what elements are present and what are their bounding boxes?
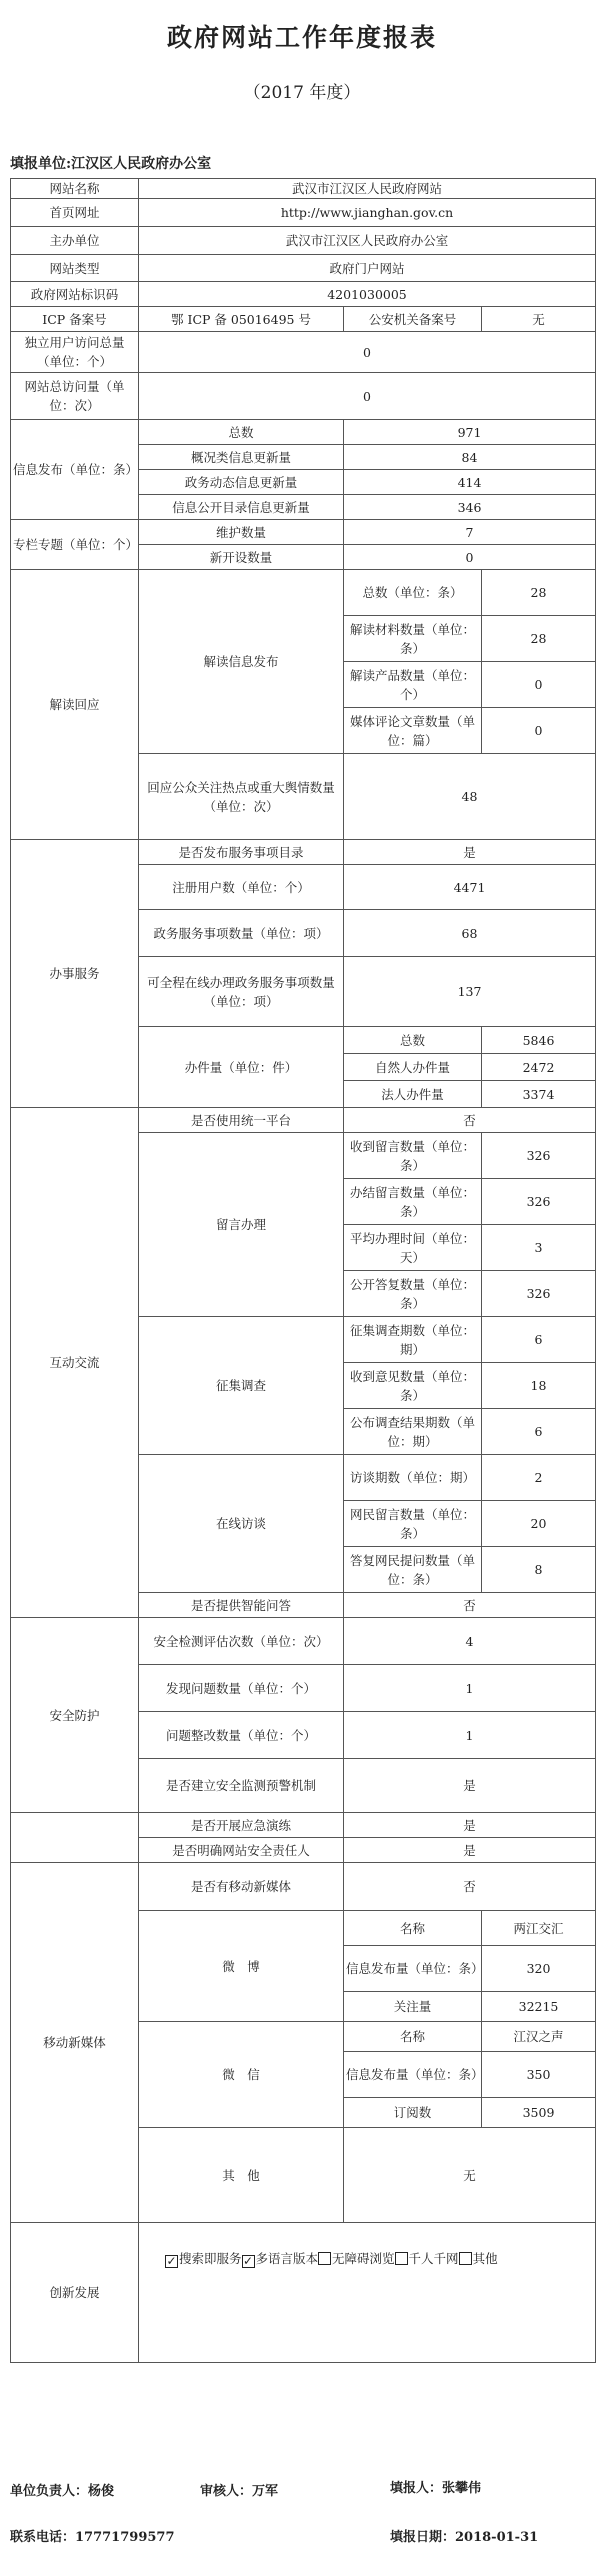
interact-smart-label: 是否提供智能问答	[139, 1593, 344, 1618]
option-label: 其他	[472, 2251, 498, 2266]
interact-avg-value: 3	[482, 1225, 596, 1271]
interp-media-value: 0	[482, 708, 596, 754]
column-new-label: 新开设数量	[139, 545, 344, 570]
info-total-label: 总数	[139, 420, 344, 445]
checkbox-icon[interactable]	[395, 2252, 408, 2265]
pv-label: 网站总访问量（单位：次）	[11, 373, 139, 420]
interact-pub-value: 326	[482, 1271, 596, 1317]
interact-smart-value: 否	[344, 1593, 596, 1618]
media-wb-name-label: 名称	[344, 1911, 482, 1946]
site-name-label: 网站名称	[11, 179, 139, 199]
security-owner-label: 是否明确网站安全责任人	[139, 1838, 344, 1863]
interp-respond-value: 48	[344, 754, 596, 840]
security-fixed-label: 问题整改数量（单位：个）	[139, 1712, 344, 1759]
interact-t-reply-label: 答复网民提问数量（单位：条）	[344, 1547, 482, 1593]
interact-done-value: 326	[482, 1179, 596, 1225]
interact-talk-label: 在线访谈	[139, 1455, 344, 1593]
media-has-label: 是否有移动新媒体	[139, 1863, 344, 1911]
service-items-value: 68	[344, 910, 596, 957]
row-home	[11, 199, 596, 227]
option-personalized[interactable]	[395, 2251, 459, 2266]
security-fixed-value: 1	[344, 1712, 596, 1759]
interp-section-label: 解读回应	[11, 570, 139, 840]
service-users-value: 4471	[344, 865, 596, 910]
reviewer: 审核人：万军	[200, 2484, 279, 2499]
interact-s-result-label: 公布调查结果期数（单位：期）	[344, 1409, 482, 1455]
report-title: 政府网站工作年度报表	[166, 23, 437, 52]
interact-s-opinion-value: 18	[482, 1363, 596, 1409]
security-drill-value: 是	[344, 1813, 596, 1838]
filler-unit: 填报单位:江汉区人民政府办公室	[10, 156, 212, 172]
checkbox-icon[interactable]: ✓	[242, 2254, 254, 2268]
police-value: 无	[482, 307, 596, 332]
interact-recv-label: 收到留言数量（单位：条）	[344, 1133, 482, 1179]
service-corp-label: 法人办件量	[344, 1081, 482, 1108]
media-section-label: 移动新媒体	[11, 1863, 139, 2223]
media-wx-pub-label: 信息发布量（单位：条）	[344, 2052, 482, 2098]
leader: 单位负责人：杨俊	[10, 2484, 115, 2499]
security-blank-cell	[11, 1813, 139, 1863]
interact-pub-label: 公开答复数量（单位：条）	[344, 1271, 482, 1317]
interact-survey-label: 征集调查	[139, 1317, 344, 1455]
interact-msg-label: 留言办理	[139, 1133, 344, 1317]
interp-product-value: 0	[482, 662, 596, 708]
service-handle-total-label: 总数	[344, 1027, 482, 1054]
uv-value: 0	[139, 332, 596, 373]
interact-avg-label: 平均办理时间（单位：天）	[344, 1225, 482, 1271]
info-dynamic-value: 414	[344, 470, 596, 495]
checkbox-icon[interactable]	[459, 2252, 472, 2265]
row-id	[11, 282, 596, 307]
media-wb-follow-value: 32215	[482, 1992, 596, 2022]
security-monitor-value: 是	[344, 1759, 596, 1813]
report-year: （2017 年度）	[243, 83, 361, 103]
icp-label: ICP 备案号	[11, 307, 139, 332]
option-search-service[interactable]	[165, 2251, 242, 2266]
id-value: 4201030005	[139, 282, 596, 307]
report-table	[10, 178, 596, 2363]
interact-t-period-label: 访谈期数（单位：期）	[344, 1455, 482, 1501]
column-maint-value: 7	[344, 520, 596, 545]
service-online-label: 可全程在线办理政务服务事项数量（单位：项）	[139, 957, 344, 1027]
id-label: 政府网站标识码	[11, 282, 139, 307]
service-handle-total-value: 5846	[482, 1027, 596, 1054]
media-other-label: 其 他	[139, 2128, 344, 2223]
security-section-label: 安全防护	[11, 1618, 139, 1813]
info-catalog-value: 346	[344, 495, 596, 520]
fill-date: 填报日期：2018-01-31	[390, 2530, 539, 2545]
interp-sub-label: 解读信息发布	[139, 570, 344, 754]
info-total-value: 971	[344, 420, 596, 445]
service-person-value: 2472	[482, 1054, 596, 1081]
option-label: 千人千网	[408, 2251, 459, 2266]
media-weibo-label: 微 博	[139, 1911, 344, 2022]
column-section-label: 专栏专题（单位：个）	[11, 520, 139, 570]
police-label: 公安机关备案号	[344, 307, 482, 332]
interp-material-label: 解读材料数量（单位：条）	[344, 616, 482, 662]
media-other-value: 无	[344, 2128, 596, 2223]
interp-total-value: 28	[482, 570, 596, 616]
type-label: 网站类型	[11, 255, 139, 282]
interp-total-label: 总数（单位：条）	[344, 570, 482, 616]
security-found-label: 发现问题数量（单位：个）	[139, 1665, 344, 1712]
phone: 联系电话：17771799577	[10, 2530, 175, 2545]
option-label: 搜索即服务	[179, 2251, 242, 2266]
service-items-label: 政务服务事项数量（单位：项）	[139, 910, 344, 957]
interp-respond-label: 回应公众关注热点或重大舆情数量（单位：次）	[139, 754, 344, 840]
media-wx-name-value: 江汉之声	[482, 2022, 596, 2052]
checkbox-icon[interactable]: ✓	[166, 2254, 177, 2268]
interact-t-period-value: 2	[482, 1455, 596, 1501]
service-online-value: 137	[344, 957, 596, 1027]
option-multilingual[interactable]	[242, 2251, 319, 2266]
info-catalog-label: 信息公开目录信息更新量	[139, 495, 344, 520]
service-person-label: 自然人办件量	[344, 1054, 482, 1081]
filler-person: 填报人：张攀伟	[390, 2481, 482, 2496]
option-other[interactable]	[459, 2251, 498, 2266]
interact-s-result-value: 6	[482, 1409, 596, 1455]
service-catalog-label: 是否发布服务事项目录	[139, 840, 344, 865]
interp-product-label: 解读产品数量（单位：个）	[344, 662, 482, 708]
home-label: 首页网址	[11, 199, 139, 227]
option-label: 无障碍浏览	[332, 2251, 395, 2266]
media-wb-name-value: 两江交汇	[482, 1911, 596, 1946]
row-host	[11, 227, 596, 255]
media-wb-pub-value: 320	[482, 1946, 596, 1992]
security-eval-value: 4	[344, 1618, 596, 1665]
option-label: 多语言版本	[255, 2251, 319, 2266]
pv-value: 0	[139, 373, 596, 420]
type-value: 政府门户网站	[139, 255, 596, 282]
service-handle-label: 办件量（单位：件）	[139, 1027, 344, 1108]
security-found-value: 1	[344, 1665, 596, 1712]
interact-s-period-label: 征集调查期数（单位：期）	[344, 1317, 482, 1363]
media-wb-follow-label: 关注量	[344, 1992, 482, 2022]
interact-platform-value: 否	[344, 1108, 596, 1133]
security-owner-value: 是	[344, 1838, 596, 1863]
interact-section-label: 互动交流	[11, 1108, 139, 1618]
interact-s-opinion-label: 收到意见数量（单位：条）	[344, 1363, 482, 1409]
service-users-label: 注册用户数（单位：个）	[139, 865, 344, 910]
interact-t-msg-label: 网民留言数量（单位：条）	[344, 1501, 482, 1547]
host-value: 武汉市江汉区人民政府办公室	[139, 227, 596, 255]
media-wechat-label: 微 信	[139, 2022, 344, 2128]
interact-t-msg-value: 20	[482, 1501, 596, 1547]
service-corp-value: 3374	[482, 1081, 596, 1108]
media-wx-sub-value: 3509	[482, 2098, 596, 2128]
column-new-value: 0	[344, 545, 596, 570]
info-dynamic-label: 政务动态信息更新量	[139, 470, 344, 495]
row-site-name	[11, 179, 596, 199]
interact-platform-label: 是否使用统一平台	[139, 1108, 344, 1133]
security-drill-label: 是否开展应急演练	[139, 1813, 344, 1838]
site-name-value: 武汉市江汉区人民政府网站	[139, 179, 596, 199]
icp-value: 鄂 ICP 备 05016495 号	[139, 307, 344, 332]
interact-recv-value: 326	[482, 1133, 596, 1179]
innovation-options	[139, 2223, 596, 2363]
security-eval-label: 安全检测评估次数（单位：次）	[139, 1618, 344, 1665]
info-overview-value: 84	[344, 445, 596, 470]
home-value: http://www.jianghan.gov.cn	[139, 199, 596, 227]
interp-media-label: 媒体评论文章数量（单位：篇）	[344, 708, 482, 754]
column-maint-label: 维护数量	[139, 520, 344, 545]
row-type	[11, 255, 596, 282]
host-label: 主办单位	[11, 227, 139, 255]
innovation-section-label: 创新发展	[11, 2223, 139, 2363]
interact-t-reply-value: 8	[482, 1547, 596, 1593]
interact-s-period-value: 6	[482, 1317, 596, 1363]
info-overview-label: 概况类信息更新量	[139, 445, 344, 470]
media-wx-pub-value: 350	[482, 2052, 596, 2098]
interact-done-label: 办结留言数量（单位：条）	[344, 1179, 482, 1225]
security-monitor-label: 是否建立安全监测预警机制	[139, 1759, 344, 1813]
option-accessibility[interactable]	[318, 2251, 395, 2266]
row-pv	[11, 373, 596, 420]
service-section-label: 办事服务	[11, 840, 139, 1108]
info-section-label: 信息发布（单位：条）	[11, 420, 139, 520]
media-wb-pub-label: 信息发布量（单位：条）	[344, 1946, 482, 1992]
row-icp	[11, 307, 596, 332]
media-wx-sub-label: 订阅数	[344, 2098, 482, 2128]
service-catalog-value: 是	[344, 840, 596, 865]
media-has-value: 否	[344, 1863, 596, 1911]
media-wx-name-label: 名称	[344, 2022, 482, 2052]
checkbox-icon[interactable]	[318, 2252, 331, 2265]
uv-label: 独立用户访问总量（单位：个）	[11, 332, 139, 373]
row-uv	[11, 332, 596, 373]
interp-material-value: 28	[482, 616, 596, 662]
